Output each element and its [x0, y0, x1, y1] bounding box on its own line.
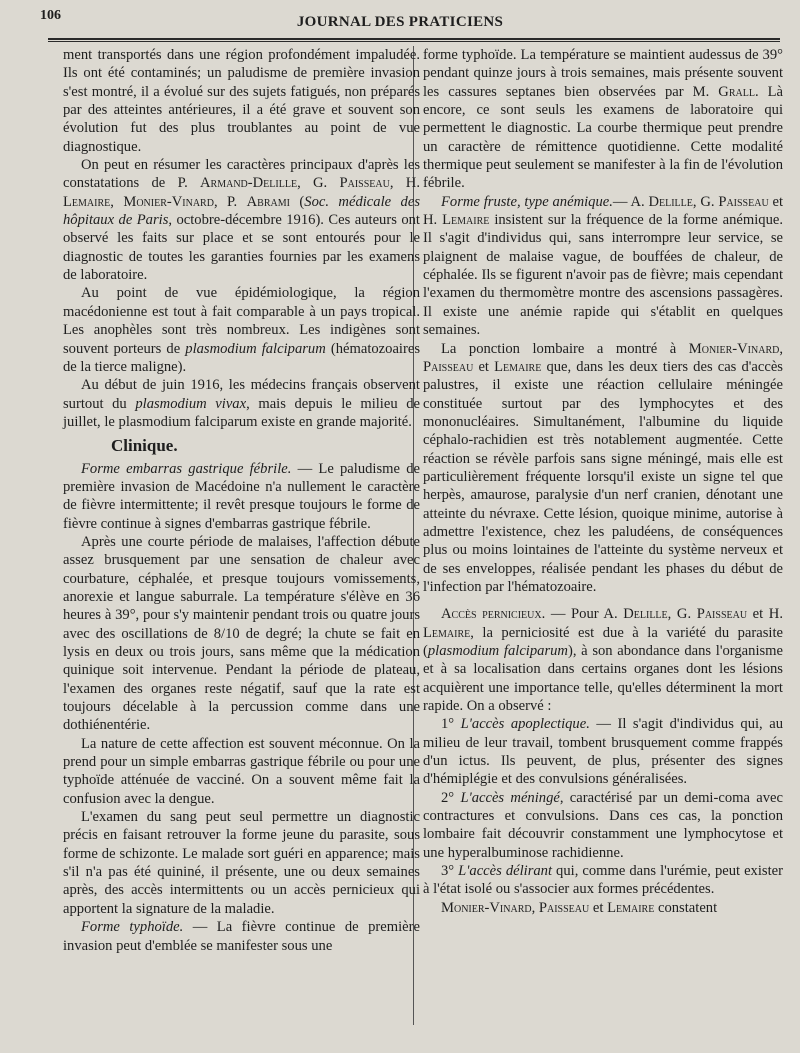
paragraph: forme typhoïde. La température se maintient audessus de 39° pendant quinze jours à trois semaines, mais présente souvent les cassures septanes bien observées par M. Grall. Là encore, ce sont seuls les examens de laboratoire qui permettent le diagnostic. La courbe thermique peut prendre un caractère de rémittence quotidienne. Cette modalité thermique peut seulement se manifester à la fin de l'évolution fébrile. — [423, 47, 783, 192]
right-column — [423, 46, 783, 917]
journal-title: JOURNAL DES PRATICIENS — [296, 14, 504, 30]
paragraph: Forme typhoïde. — La fièvre continue de première invasion peut d'emblée se manifester sous une — [63, 919, 420, 954]
paragraph: Forme embarras gastrique fébrile. — Le paludisme de première invasion de Macédoine n'a nullement le caractère de fièvre intermittente; il revêt presque toujours le forme de fièvre continue à signes d'embarras gastrique fébrile. — [63, 460, 420, 532]
paragraph: ment transportés dans une région profondément impaludée. Ils ont été contaminés; un paludisme de première invasion s'est montré, il a évolué sur des sujets fatigués, non préparés par des atteintes antérieures, il a été grave et souvent son évolution fut des plus troublantes au point de vue diagnostique. — [63, 47, 420, 155]
paragraph: 2° L'accès méningé, caractérisé par un demi-coma avec contractures et convulsions. Dans ces cas, la ponction lombaire fait découvrir constamment une lymphocytose et une hyperalbuminose rachidienne. — [423, 789, 783, 861]
paragraph: Au début de juin 1916, les médecins français observent surtout du plasmodium vivax, mais depuis le milieu de juillet, le plasmodium falciparum existe en grande majorité. — [63, 377, 421, 430]
page-number: 106 — [40, 8, 61, 23]
paragraph: La nature de cette affection est souvent méconnue. On la prend pour un simple embarras gastrique fébrile ou pour une typhoïde atténuée de vacciné. On a souvent même fait la confusion avec la dengue. — [63, 735, 420, 807]
paragraph: 1° L'accès apoplectique. — Il s'agit d'individus qui, au milieu de leur travail, tombent brusquement comme frappés d'un ictus. Ils peuvent, de plus, présenter des signes d'hémiplégie et des convulsions généralisées. — [423, 716, 783, 788]
paragraph: Accès pernicieux. — Pour A. Delille, G. Paisseau et H. Lemaire, la perniciosité est due à la variété du parasite (plasmodium falciparum), à son abondance dans l'organisme et à sa localisation dans certains organes dont les lésions acquièrent une importance telle, qu'elles déterminent la mort rapide. On a observé : — [423, 606, 784, 715]
paragraph: Après une courte période de malaises, l'affection débute assez brusquement par une sensation de chaleur avec courbature, céphalée, et presque toujours vomissements, anorexie et langue saburrale. La température s'élève en 36 heures à 39°, pour s'y maintenir pendant trois ou quatre jours avec des oscillations de 8/10 de degré; la chute se fait en lysis en deux ou trois jours, sans même que la médication quinique soit intervenue. Pendant la période de plateau, l'examen des organes reste négatif, sauf que la rate est toujours décelable à la percussion comme dans une dothiénentérie. — [63, 533, 420, 734]
paragraph: Forme fruste, type anémique.— A. Delille, G. Paisseau et H. Lemaire insistent sur la fréquence de la forme anémique. Il s'agit d'individus qui, sans interrompre leur service, se plaignent de malaise vague, de bouffées de chaleur, de céphalée. Ils se figurent n'avoir pas de fièvre; mais cependant l'examen du thermomètre montre des ascensions passagères. Il existe une anémie rapide qui s'établit en quelques semaines. — [423, 193, 784, 339]
paragraph: Au point de vue épidémiologique, la région macédonienne est tout à fait comparable à un pays tropical. Les anophèles sont très nombreux. Les indigènes sont souvent porteurs de plasmodium falciparum (hématozoaires de la tierce maligne). — [63, 285, 420, 375]
left-column — [63, 46, 420, 955]
paragraph: L'examen du sang peut seul permettre un diagnostic précis en faisant retrouver la forme jeune du parasite, sous forme de schizonte. Le malade sort guéri en apparence; mais s'il n'a pas été quininé, il présente, une ou deux semaines après, des accès intermittents ou un accès pernicieux qui apportent la signature de la maladie. — [63, 809, 420, 917]
paragraph: 3° L'accès délirant qui, comme dans l'urémie, peut exister à l'état isolé ou s'associer aux formes précédentes. — [423, 863, 783, 898]
header-rule-thin — [48, 41, 780, 42]
paragraph: La ponction lombaire a montré à Monier-Vinard, Paisseau et Lemaire que, dans les deux tiers des cas d'accès palustres, il existe une réaction cellulaire méningée constituée surtout par des lymphocytes et des mononucléaires. Simultanément, l'albumine du liquide céphalo-rachidien est très notablement augmentée. Cette réaction se révèle parfois sans signe méningé, mais elle est particulièrement fréquente lorsqu'il existe un signe tel que herpès, amaurose, paralysie d'un nerf cranien, dénotant une atteinte du névraxe. Cette lésion, quoique minime, autorise à admettre l'existence, chez les paludéens, de conséquences plus ou moins lointaines de l'atteinte du système nerveux et de ses enveloppes, réalisée pendant les phases du début de l'infection par l'hématozoaire. — [423, 340, 783, 595]
section-title: Clinique. — [111, 436, 178, 456]
header-rule — [48, 38, 780, 40]
paragraph: On peut en résumer les caractères principaux d'après les constatations de P. Armand-Delille, G. Paisseau, H. Lemaire, Monier-Vinard, P. Abrami (Soc. médicale des hôpitaux de Paris, octobre-décembre 1916). Ces auteurs ont observé les faits sur place et se sont entourés pour le diagnostic de toutes les garanties fournies par les examens de laboratoire. — [63, 157, 420, 284]
page-header — [20, 6, 780, 34]
paragraph: Monier-Vinard, Paisseau et Lemaire constatent — [441, 899, 718, 916]
